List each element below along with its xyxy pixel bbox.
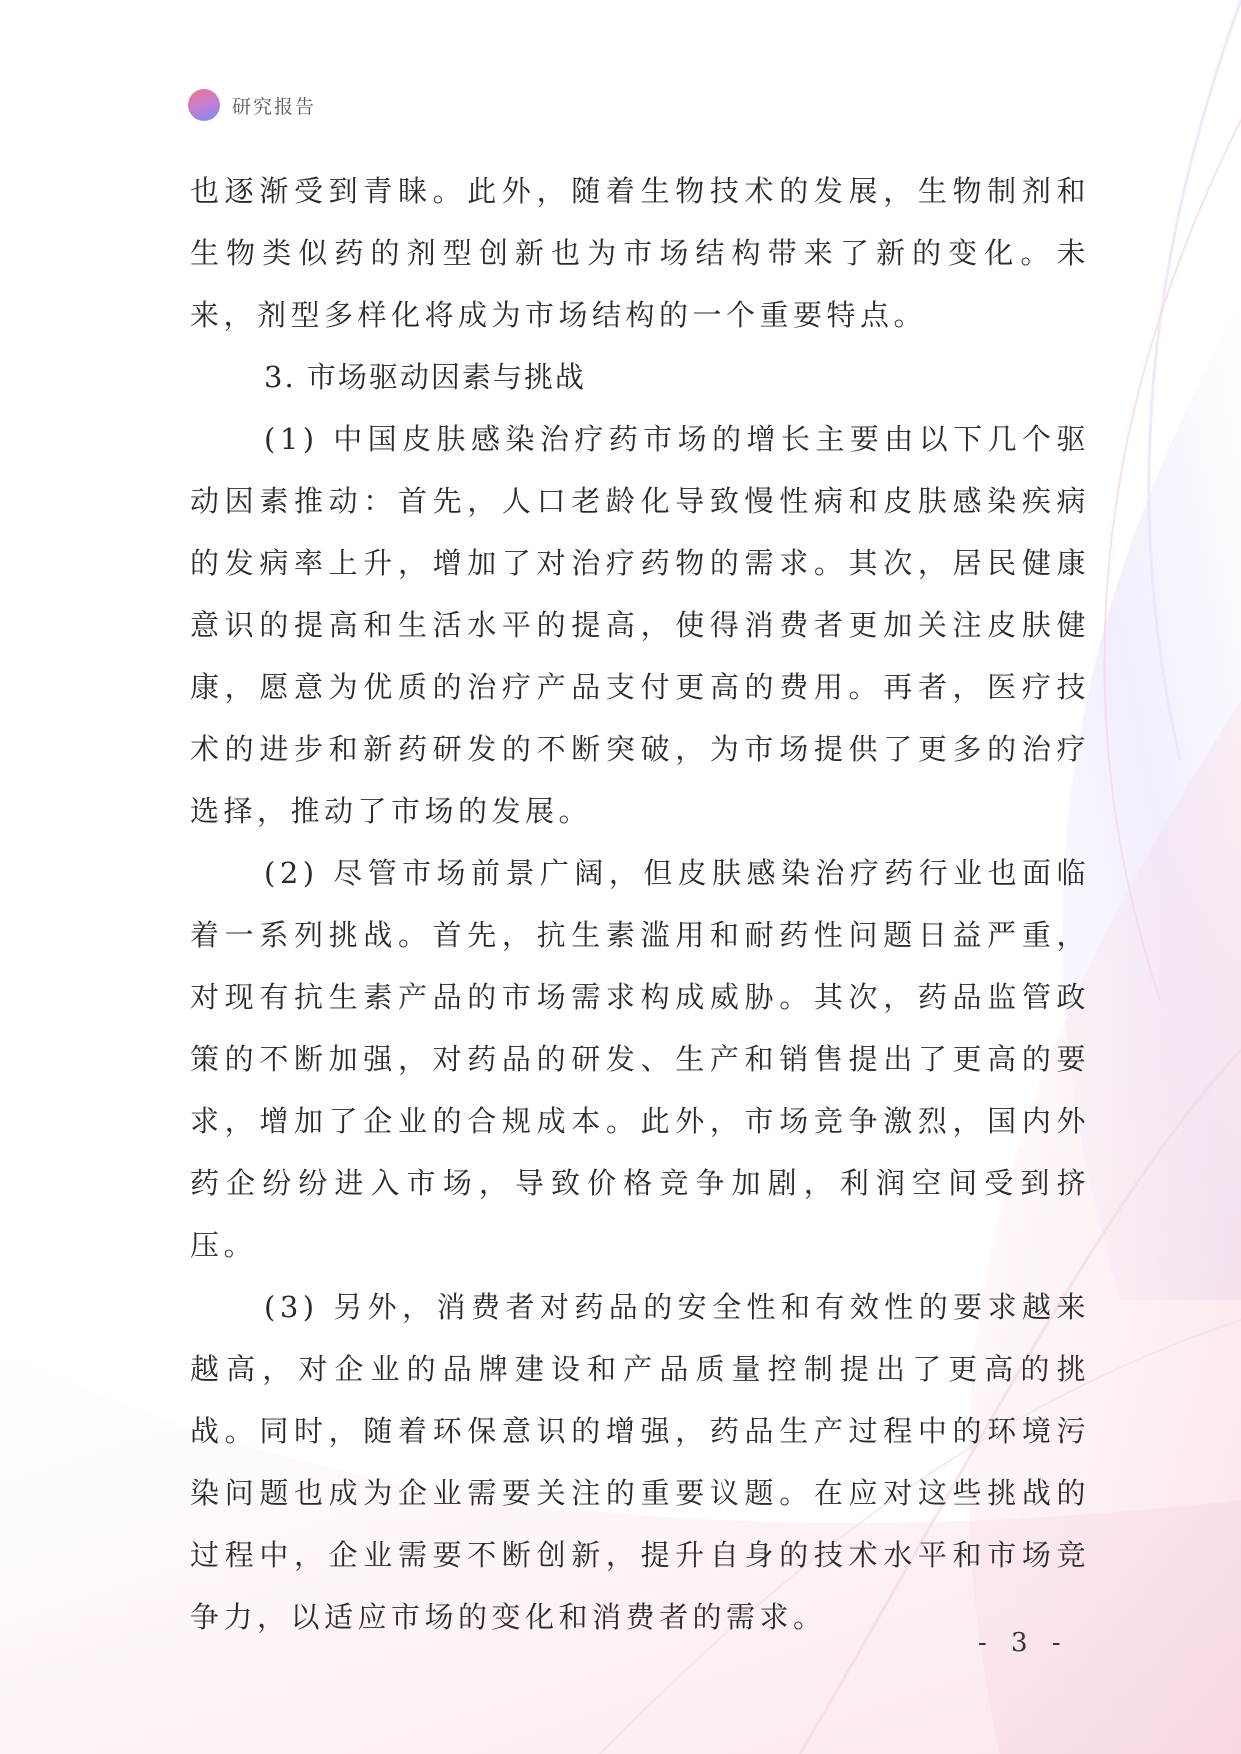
- paragraph-continuation: 也逐渐受到青睐。此外，随着生物技术的发展，生物制剂和生物类似药的剂型创新也为市场结构带来了新的变化。未来，剂型多样化将成为市场结构的一个重要特点。: [190, 174, 1090, 332]
- header-title: 研究报告: [232, 95, 317, 118]
- logo-icon: [188, 89, 220, 121]
- paragraph-challenges: (2) 尽管市场前景广阔，但皮肤感染治疗药行业也面临着一系列挑战。首先，抗生素滥用和耐药性问题日益严重，对现有抗生素产品的市场需求构成威胁。其次，药品监管政策的不断加强，对药品的研发、生产和销售提出了更高的要求，增加了企业的合规成本。此外，市场竞争激烈，国内外药企纷纷进入市场，导致价格竞争加剧，利润空间受到挤压。: [190, 856, 1090, 1262]
- section-heading: 3. 市场驱动因素与挑战: [264, 360, 586, 394]
- paragraph-drivers: (1) 中国皮肤感染治疗药市场的增长主要由以下几个驱动因素推动：首先，人口老龄化导致慢性病和皮肤感染疾病的发病率上升，增加了对治疗药物的需求。其次，居民健康意识的提高和生活水平的提高，使得消费者更加关注皮肤健康，愿意为优质的治疗产品支付更高的费用。再者，医疗技术的进步和新药研发的不断突破，为市场提供了更多的治疗选择，推动了市场的发展。: [190, 422, 1090, 828]
- page-header: [188, 88, 316, 122]
- document-body: [190, 160, 1090, 1648]
- page-number: - 3 -: [978, 1628, 1069, 1658]
- paragraph-outlook: (3) 另外，消费者对药品的安全性和有效性的要求越来越高，对企业的品牌建设和产品质量控制提出了更高的挑战。同时，随着环保意识的增强，药品生产过程中的环境污染问题也成为企业需要关注的重要议题。在应对这些挑战的过程中，企业需要不断创新，提升自身的技术水平和市场竞争力，以适应市场的变化和消费者的需求。: [190, 1290, 1090, 1634]
